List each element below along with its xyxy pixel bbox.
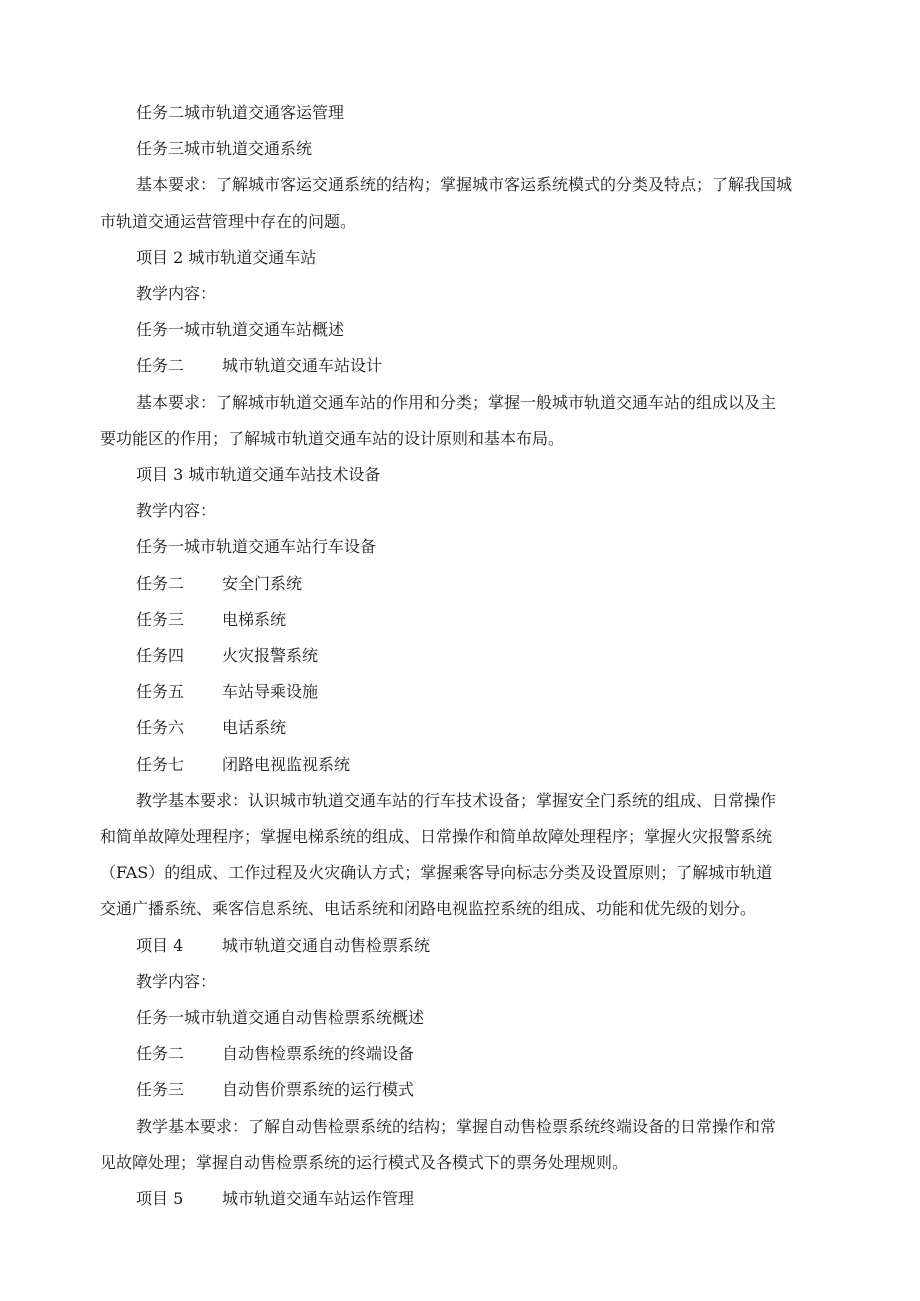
project-heading: 项目 3 城市轨道交通车站技术设备 (136, 465, 381, 484)
item-label: 任务四 (136, 646, 185, 665)
tabbed-item (136, 1080, 414, 1100)
item-title: 城市轨道交通车站运作管理 (222, 1189, 415, 1208)
tabbed-item (136, 356, 382, 376)
task-item: 任务二城市轨道交通客运管理 (136, 103, 345, 122)
item-label: 项目 5 (136, 1189, 184, 1208)
tabbed-item (136, 755, 350, 775)
task-item: 任务三城市轨道交通系统 (136, 139, 313, 159)
item-title: 火灾报警系统 (222, 646, 319, 665)
item-title: 城市轨道交通车站设计 (222, 356, 383, 376)
paragraph-continuation: 见故障处理；掌握自动售检票系统的运行模式及各模式下的票务处理规则。 (100, 1152, 629, 1172)
paragraph-continuation: 和简单故障处理程序；掌握电梯系统的组成、日常操作和简单故障处理程序；掌握火灾报警系统 (100, 827, 773, 846)
tabbed-item (136, 1044, 414, 1064)
paragraph-continuation: 交通广播系统、乘客信息系统、电话系统和闭路电视监控系统的组成、功能和优先级的划分。 (100, 899, 757, 919)
task-item: 任务一城市轨道交通车站概述 (136, 320, 345, 340)
item-label: 项目 4 (136, 935, 184, 955)
item-title: 自动售检票系统的终端设备 (222, 1044, 415, 1064)
tabbed-item (136, 936, 430, 956)
tabbed-item (136, 610, 286, 630)
paragraph-continuation: （FAS）的组成、工作过程及火灾确认方式；掌握乘客导向标志分类及设置原则；了解城市轨道 (100, 863, 773, 883)
tabbed-item (136, 682, 318, 702)
tabbed-item (136, 574, 302, 594)
item-title: 闭路电视监视系统 (222, 754, 351, 774)
item-label: 任务二 (136, 356, 185, 376)
tabbed-item (136, 646, 318, 666)
item-title: 电话系统 (222, 718, 287, 738)
paragraph-continuation: 要功能区的作用；了解城市轨道交通车站的设计原则和基本布局。 (100, 428, 565, 448)
item-label: 任务五 (136, 682, 185, 702)
item-label: 任务三 (136, 609, 185, 629)
section-label: 教学内容： (136, 284, 217, 303)
tabbed-item (136, 718, 286, 738)
requirement-paragraph: 基本要求：了解城市轨道交通车站的作用和分类；掌握一般城市轨道交通车站的组成以及主 (136, 392, 777, 412)
requirement-paragraph: 教学基本要求：了解自动售检票系统的结构；掌握自动售检票系统终端设备的日常操作和常 (136, 1116, 777, 1136)
item-label: 任务六 (136, 718, 185, 738)
project-heading: 项目 2 城市轨道交通车站 (136, 247, 317, 267)
item-label: 任务三 (136, 1080, 185, 1100)
item-title: 车站导乘设施 (222, 682, 319, 702)
item-title: 安全门系统 (222, 573, 303, 593)
tabbed-item (136, 1189, 414, 1209)
paragraph-continuation: 市轨道交通运营管理中存在的问题。 (100, 211, 357, 231)
task-item: 任务一城市轨道交通车站行车设备 (136, 537, 377, 557)
item-title: 自动售价票系统的运行模式 (222, 1080, 415, 1100)
section-label: 教学内容： (136, 501, 217, 521)
item-title: 城市轨道交通自动售检票系统 (222, 935, 431, 955)
requirement-paragraph: 教学基本要求：认识城市轨道交通车站的行车技术设备；掌握安全门系统的组成、日常操作 (136, 790, 777, 810)
item-label: 任务七 (136, 754, 185, 774)
item-label: 任务二 (136, 573, 185, 593)
requirement-paragraph: 基本要求：了解城市客运交通系统的结构；掌握城市客运系统模式的分类及特点；了解我国城 (136, 175, 793, 195)
section-label: 教学内容： (136, 971, 217, 991)
item-label: 任务二 (136, 1044, 185, 1064)
task-item: 任务一城市轨道交通自动售检票系统概述 (136, 1008, 425, 1027)
item-title: 电梯系统 (222, 609, 287, 629)
